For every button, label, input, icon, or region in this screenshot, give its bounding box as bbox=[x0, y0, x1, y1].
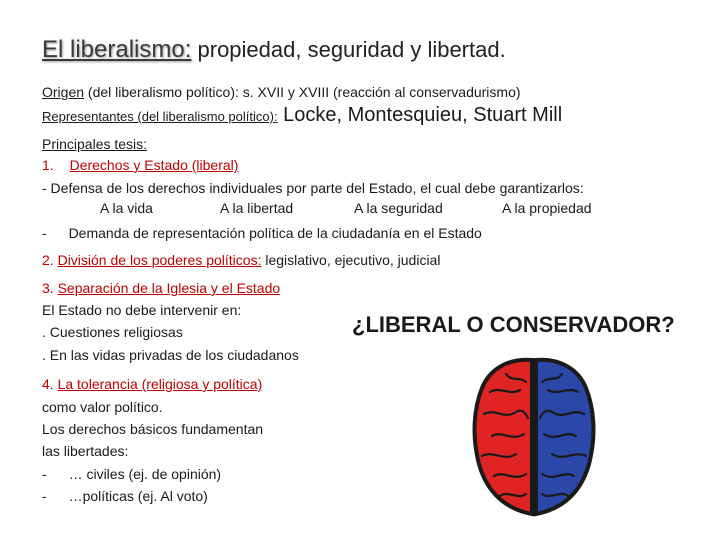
right-security: A la seguridad bbox=[354, 200, 443, 216]
thesis-4-bullet-1 bbox=[42, 464, 221, 484]
thesis-4-line-1: como valor político. bbox=[42, 399, 163, 415]
thesis-3-line-3: . En las vidas privadas de los ciudadanos bbox=[42, 347, 299, 363]
right-property: A la propiedad bbox=[502, 200, 592, 216]
thesis-4-bullet-2 bbox=[42, 486, 208, 506]
thesis-2-title: División de los poderes políticos: bbox=[57, 252, 262, 268]
title-lead: El liberalismo: bbox=[42, 36, 192, 63]
thesis-1-number: 1. bbox=[42, 157, 54, 173]
origin-line bbox=[42, 82, 521, 102]
representatives-names: Locke, Montesquieu, Stuart Mill bbox=[277, 104, 563, 126]
thesis-1-line-1: - Defensa de los derechos individuales por parte del Estado, el cual debe garantizarlos: bbox=[42, 180, 584, 196]
thesis-3-number: 3. bbox=[42, 280, 54, 296]
rights-row bbox=[100, 200, 592, 216]
thesis-1-line-2-dash: - bbox=[42, 225, 47, 241]
thesis-1-line-2 bbox=[42, 223, 482, 243]
title-rest: propiedad, seguridad y libertad. bbox=[191, 37, 506, 62]
thesis-3-heading bbox=[42, 278, 280, 298]
brain-left-hemisphere bbox=[475, 360, 532, 514]
right-liberty: A la libertad bbox=[220, 200, 294, 216]
bullet-dash: - bbox=[42, 488, 47, 504]
thesis-1-heading bbox=[42, 155, 238, 175]
slide-title bbox=[42, 36, 506, 64]
thesis-3-line-1: El Estado no debe intervenir en: bbox=[42, 302, 242, 318]
thesis-4-title: La tolerancia (religiosa y política) bbox=[57, 376, 263, 392]
thesis-3-title: Separación de la Iglesia y el Estado bbox=[57, 280, 281, 296]
origin-label: Origen bbox=[42, 84, 85, 100]
thesis-4-heading bbox=[42, 374, 262, 394]
thesis-1-line-2-text: Demanda de representación política de la ciudadanía en el Estado bbox=[68, 225, 482, 241]
origin-text: (del liberalismo político): s. XVII y XVIII (reacción al conservadurismo) bbox=[84, 84, 521, 100]
thesis-1-title: Derechos y Estado (liberal) bbox=[69, 157, 239, 173]
thesis-2-rest: legislativo, ejecutivo, judicial bbox=[261, 252, 441, 268]
thesis-4-line-2: Los derechos básicos fundamentan bbox=[42, 421, 264, 437]
representatives-line bbox=[42, 105, 562, 127]
bullet-dash: - bbox=[42, 466, 47, 482]
thesis-4-line-3: las libertades: bbox=[42, 443, 129, 459]
bullet-text: … civiles (ej. de opinión) bbox=[68, 466, 222, 482]
brain-right-hemisphere bbox=[536, 360, 593, 514]
thesis-2-line bbox=[42, 250, 440, 270]
representatives-label: Representantes (del liberalismo político): bbox=[42, 109, 278, 124]
question-heading: ¿LIBERAL O CONSERVADOR? bbox=[352, 312, 675, 337]
theses-heading: Principales tesis: bbox=[42, 136, 148, 152]
thesis-4-number: 4. bbox=[42, 376, 54, 392]
thesis-3-line-2: . Cuestiones religiosas bbox=[42, 324, 183, 340]
brain-icon bbox=[470, 352, 598, 520]
thesis-2-number: 2. bbox=[42, 252, 54, 268]
bullet-text: …políticas (ej. Al voto) bbox=[68, 488, 208, 504]
right-life: A la vida bbox=[100, 200, 153, 216]
